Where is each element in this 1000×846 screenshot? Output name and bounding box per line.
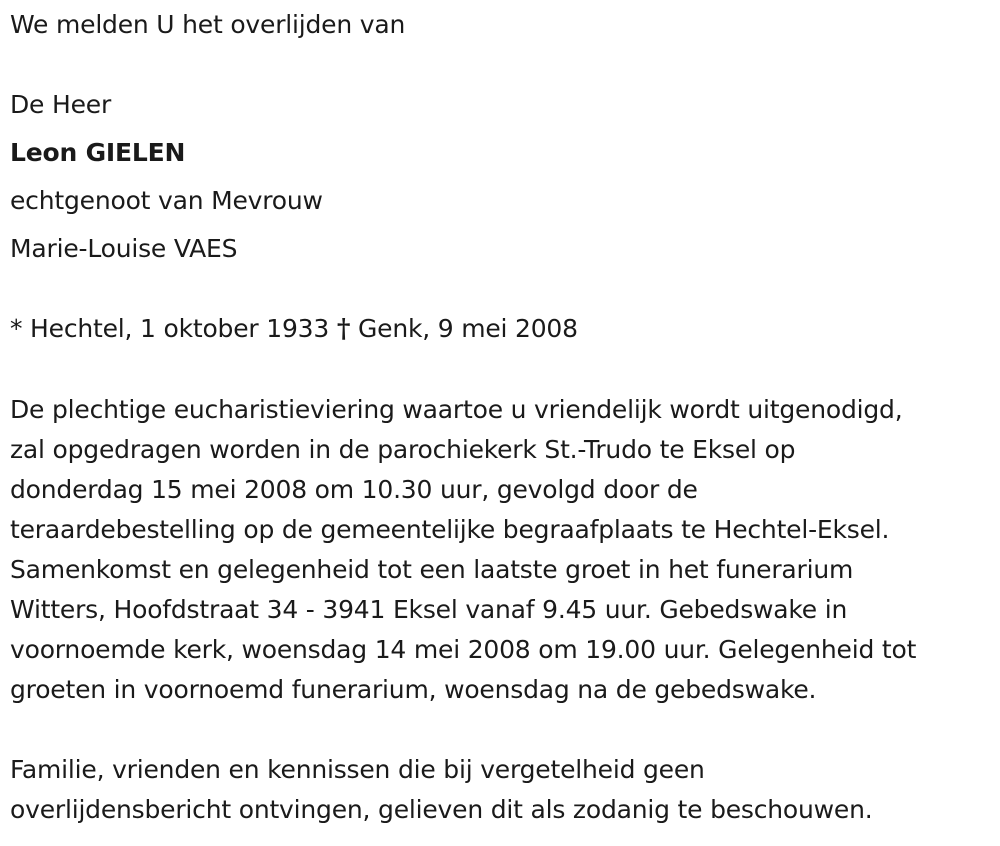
life-dates <box>10 314 578 344</box>
ceremony-line: teraardebestelling op de gemeentelijke begraafplaats te Hechtel-Eksel. <box>10 515 890 544</box>
ceremony-line: zal opgedragen worden in de parochiekerk St.-Trudo te Eksel op <box>10 435 796 464</box>
spouse-line: echtgenoot van Mevrouw <box>10 186 323 215</box>
closing-line: overlijdensbericht ontvingen, gelieven dit als zodanig te beschouwen. <box>10 795 873 824</box>
cross-icon: † <box>336 314 351 344</box>
death-info: Genk, 9 mei 2008 <box>357 314 578 343</box>
ceremony-line: donderdag 15 mei 2008 om 10.30 uur, gevolgd door de <box>10 475 698 504</box>
spouse-name: Marie-Louise VAES <box>10 234 238 263</box>
ceremony-paragraph <box>10 390 995 710</box>
intro-text: We melden U het overlijden van <box>10 10 406 39</box>
closing-line: Familie, vrienden en kennissen die bij vergetelheid geen <box>10 755 705 784</box>
ceremony-line: Samenkomst en gelegenheid tot een laatste groet in het funerarium <box>10 555 854 584</box>
ceremony-line: Witters, Hoofdstraat 34 - 3941 Eksel vanaf 9.45 uur. Gebedswake in <box>10 595 848 624</box>
deceased-title: De Heer <box>10 90 112 119</box>
ceremony-line: voornoemde kerk, woensdag 14 mei 2008 om 19.00 uur. Gelegenheid tot <box>10 635 917 664</box>
deceased-name: Leon GIELEN <box>10 138 186 167</box>
ceremony-line: groeten in voornoemd funerarium, woensdag na de gebedswake. <box>10 675 817 704</box>
birth-info: * Hechtel, 1 oktober 1933 <box>10 314 330 343</box>
closing-paragraph <box>10 750 995 830</box>
ceremony-line: De plechtige eucharistieviering waartoe u vriendelijk wordt uitgenodigd, <box>10 395 903 424</box>
